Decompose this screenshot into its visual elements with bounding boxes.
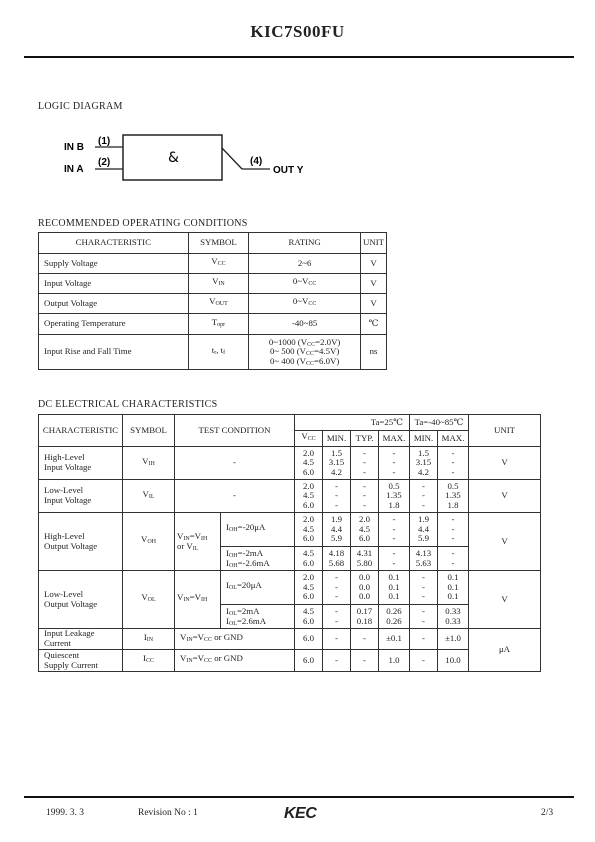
dc-ioh-2: $I_{OH}=-2mA$ $I_{OH}=-2.6mA$: [221, 547, 295, 571]
rec-unit: ns: [360, 335, 386, 370]
pin-2-label: (2): [98, 157, 111, 168]
dc-typ: -: [351, 650, 379, 672]
table-row: [39, 480, 541, 513]
rec-h-sym: SYMBOL: [188, 233, 249, 254]
table-row: [39, 335, 387, 370]
dc-sym-icc: $I_{CC}$: [123, 650, 175, 672]
rec-char: Operating Temperature: [39, 314, 189, 335]
dc-min: - -: [323, 605, 351, 629]
dc-max: ±0.1: [379, 629, 410, 650]
rec-unit: ℃: [360, 314, 386, 335]
rec-h-rating: RATING: [249, 233, 361, 254]
rec-title: RECOMMENDED OPERATING CONDITIONS: [38, 218, 248, 229]
table-row: [39, 254, 387, 274]
dc-vcc: 2.0 4.5 6.0: [295, 480, 323, 513]
dc-typ: - - -: [351, 447, 379, 480]
dc-iol-2: $I_{OL}=2mA$ $I_{OL}=2.6mA$: [221, 605, 295, 629]
dc-h-sym: SYMBOL: [123, 415, 175, 447]
dc-min: -: [323, 629, 351, 650]
dc-char-vol: Low-Level Output Voltage: [39, 571, 123, 629]
rec-unit: V: [360, 274, 386, 294]
dc-min85: -: [410, 629, 438, 650]
dc-vcc: 6.0: [295, 629, 323, 650]
dc-h-char: CHARACTERISTIC: [39, 415, 123, 447]
rec-char: Input Voltage: [39, 274, 189, 294]
table-row: [39, 513, 541, 547]
dc-ioh-1: $I_{OH}=-20\mu A$: [221, 513, 295, 547]
dc-unit-ua: μA: [469, 629, 541, 672]
rec-rating: $0\sim V_{CC}$: [249, 294, 361, 314]
rec-char: Output Voltage: [39, 294, 189, 314]
dc-h-cond: TEST CONDITION: [175, 415, 295, 447]
dc-char-icc: Quiescent Supply Current: [39, 650, 123, 672]
rec-rating-stack: 0~1000 $(V_{CC}=2.0V)$ 0~ 500 $(V_{CC}=4.5V)$ 0~ 400 $(V_{CC}=6.0V)$: [249, 335, 361, 370]
dc-unit: V: [469, 480, 541, 513]
dc-min: 1.5 3.15 4.2: [323, 447, 351, 480]
dc-min85: - -: [410, 605, 438, 629]
dc-max: 0.5 1.35 1.8: [379, 480, 410, 513]
rec-char: Supply Voltage: [39, 254, 189, 274]
dc-max: - - -: [379, 513, 410, 547]
and-gate-symbol: &: [168, 150, 179, 166]
dc-title: DC ELECTRICAL CHARACTERISTICS: [38, 399, 218, 410]
dc-min: -: [323, 650, 351, 672]
dc-typ: -: [351, 629, 379, 650]
dc-min85: 4.13 5.63: [410, 547, 438, 571]
header-rule: [24, 56, 574, 58]
dc-unit: V: [469, 513, 541, 571]
dc-cond-vih: -: [175, 447, 295, 480]
dc-max85: - -: [438, 547, 469, 571]
dc-max85: - - -: [438, 447, 469, 480]
dc-max: 0.26 0.26: [379, 605, 410, 629]
dc-iol-1: $I_{OL}=20\mu A$: [221, 571, 295, 605]
rec-header-row: [39, 233, 387, 254]
rec-rating: -40~85: [249, 314, 361, 335]
dc-min: - - -: [323, 480, 351, 513]
dc-max: - -: [379, 547, 410, 571]
dc-h-vcc: $V_{CC}$: [295, 431, 323, 447]
in-a-label: IN A: [64, 164, 84, 175]
rec-sym: $V_{IN}$: [188, 274, 249, 294]
dc-min85: 1.5 3.15 4.2: [410, 447, 438, 480]
table-row: [39, 294, 387, 314]
dc-cond-iin: $V_{IN}=V_{CC}$ or GND: [175, 629, 295, 650]
dc-char-vil: Low-Level Input Voltage: [39, 480, 123, 513]
rec-sym: $T_{opr}$: [188, 314, 249, 335]
dc-h-min85: MIN.: [410, 431, 438, 447]
dc-cond-vol: $V_{IN}=V_{IH}$: [175, 571, 221, 629]
page-title: KIC7S00FU: [250, 22, 345, 41]
dc-max85: 0.5 1.35 1.8: [438, 480, 469, 513]
pin-1-label: (1): [98, 136, 111, 147]
dc-max85: - - -: [438, 513, 469, 547]
dc-min85: - - -: [410, 571, 438, 605]
dc-min: - - -: [323, 571, 351, 605]
dc-typ: 0.0 0.0 0.0: [351, 571, 379, 605]
dc-table: [38, 414, 541, 672]
rec-sym: $V_{OUT}$: [188, 294, 249, 314]
dc-min85: 1.9 4.4 5.9: [410, 513, 438, 547]
dc-sym-vil: $V_{IL}$: [123, 480, 175, 513]
rec-h-unit: UNIT: [360, 233, 386, 254]
dc-h-max: MAX.: [379, 431, 410, 447]
dc-typ: 0.17 0.18: [351, 605, 379, 629]
dc-typ: - - -: [351, 480, 379, 513]
dc-vcc: 2.0 4.5 6.0: [295, 571, 323, 605]
logic-diagram: [55, 130, 325, 188]
rec-rating: 2~6: [249, 254, 361, 274]
dc-max85: ±1.0: [438, 629, 469, 650]
dc-unit: V: [469, 447, 541, 480]
in-b-label: IN B: [64, 142, 84, 153]
table-row: [39, 650, 541, 672]
dc-char-iin: Input Leakage Current: [39, 629, 123, 650]
pin-4-label: (4): [250, 156, 263, 167]
rec-table: [38, 232, 387, 370]
dc-vcc: 2.0 4.5 6.0: [295, 513, 323, 547]
footer-page-number: 2/3: [541, 808, 554, 818]
dc-char-voh: High-Level Output Voltage: [39, 513, 123, 571]
dc-vcc: 2.0 4.5 6.0: [295, 447, 323, 480]
table-row: [39, 314, 387, 335]
rec-sym: $V_{CC}$: [188, 254, 249, 274]
rec-sym: $t_r$, $t_f$: [188, 335, 249, 370]
dc-sym-iin: $I_{IN}$: [123, 629, 175, 650]
dc-max: - - -: [379, 447, 410, 480]
dc-min: 4.18 5.68: [323, 547, 351, 571]
rec-rating: $0\sim V_{CC}$: [249, 274, 361, 294]
dc-cond-vil: -: [175, 480, 295, 513]
dc-min: 1.9 4.4 5.9: [323, 513, 351, 547]
dc-h-unit: UNIT: [469, 415, 541, 447]
dc-max85: 0.1 0.1 0.1: [438, 571, 469, 605]
dc-vcc: 4.5 6.0: [295, 605, 323, 629]
table-row: [39, 274, 387, 294]
dc-vcc: 4.5 6.0: [295, 547, 323, 571]
table-row: [39, 447, 541, 480]
dc-sym-vol: $V_{OL}$: [123, 571, 175, 629]
out-y-label: OUT Y: [273, 165, 304, 176]
dc-h-ta85: Ta=-40~85℃: [410, 415, 469, 431]
kec-logo: KEC: [284, 805, 317, 822]
footer-revision: Revision No : 1: [138, 808, 198, 818]
dc-max: 0.1 0.1 0.1: [379, 571, 410, 605]
dc-cond-voh: $V_{IN}=V_{IH}$ or $V_{IL}$: [175, 513, 221, 571]
footer-date: 1999. 3. 3: [46, 808, 84, 818]
dc-sym-vih: $V_{IH}$: [123, 447, 175, 480]
dc-max: 1.0: [379, 650, 410, 672]
footer-rule: [24, 796, 574, 798]
dc-max85: 0.33 0.33: [438, 605, 469, 629]
table-row: [39, 571, 541, 605]
dc-max85: 10.0: [438, 650, 469, 672]
output-inverter-slope: [222, 148, 242, 169]
dc-unit: V: [469, 571, 541, 629]
dc-sym-voh: $V_{OH}$: [123, 513, 175, 571]
dc-min85: - - -: [410, 480, 438, 513]
dc-min85: -: [410, 650, 438, 672]
dc-h-typ: TYP.: [351, 431, 379, 447]
dc-char-vih: High-Level Input Voltage: [39, 447, 123, 480]
rec-unit: V: [360, 254, 386, 274]
rec-unit: V: [360, 294, 386, 314]
dc-cond-icc: $V_{IN}=V_{CC}$ or GND: [175, 650, 295, 672]
table-row: [39, 629, 541, 650]
dc-h-max85: MAX.: [438, 431, 469, 447]
rec-char: Input Rise and Fall Time: [39, 335, 189, 370]
dc-h-min: MIN.: [323, 431, 351, 447]
dc-typ: 4.31 5.80: [351, 547, 379, 571]
dc-header-row-1: [39, 415, 541, 431]
logic-diagram-title: LOGIC DIAGRAM: [38, 101, 123, 112]
dc-h-ta25: Ta=25℃: [295, 415, 410, 431]
dc-typ: 2.0 4.5 6.0: [351, 513, 379, 547]
dc-vcc: 6.0: [295, 650, 323, 672]
rec-h-char: CHARACTERISTIC: [39, 233, 189, 254]
